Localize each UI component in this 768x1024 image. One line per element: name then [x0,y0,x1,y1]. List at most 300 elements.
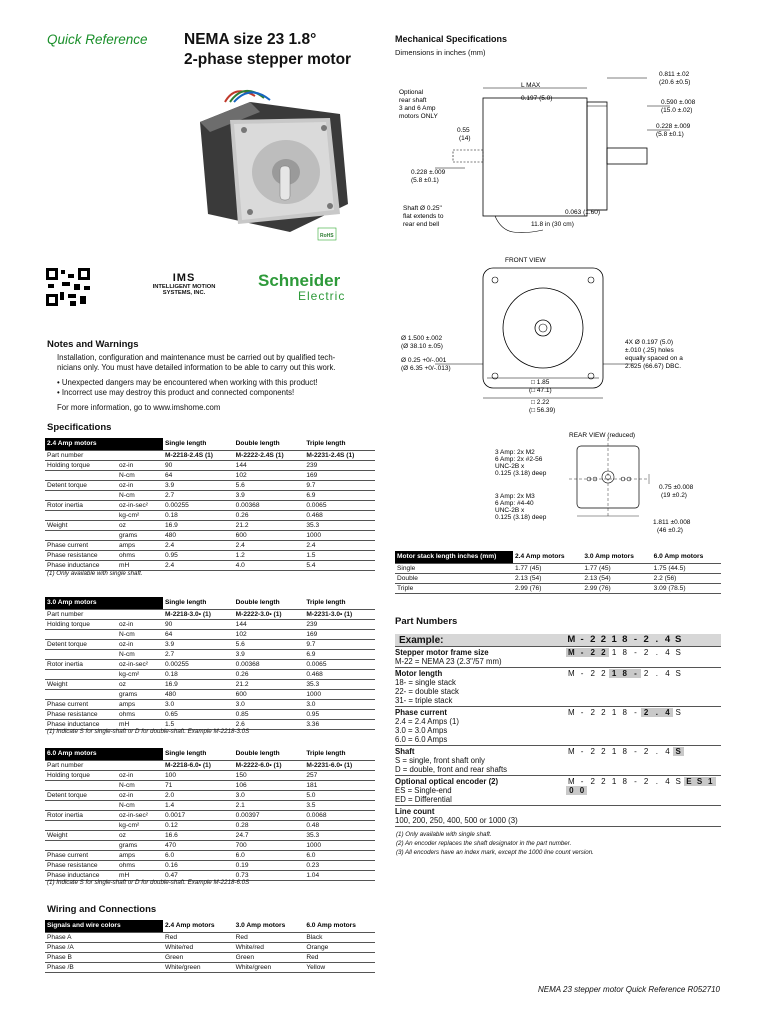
table-row [395,563,721,573]
table-row [45,510,375,520]
table-cell: 1.4 [163,800,234,810]
pn-code-char: - [634,708,637,717]
table-row [45,560,375,570]
table-cell: 150 [234,770,305,780]
table-title-cell: 6.0 Amp motors [45,748,163,760]
table-row [45,780,375,790]
pn-current-3: 6.0 = 6.0 Amps [395,735,448,744]
table-cell [45,530,117,540]
table-cell: 6.0 [304,850,375,860]
table-cell: Phase /A [45,942,163,952]
table-row [45,609,375,619]
table-row [45,450,375,460]
column-header-triple: Triple length [304,748,375,760]
table-cell: ohms [117,860,163,870]
pn-code-char: 2 [601,747,606,756]
column-header: 2.4 Amp motors [163,920,234,932]
pn-code-char: 8 [622,747,627,756]
column-header: Signals and wire colors [45,920,163,932]
table-cell: Detent torque [45,480,117,490]
table-row [45,709,375,719]
pn-code-char: 8 [622,648,627,657]
pn-code-char: 2 [590,634,596,645]
holes-note-2: ±.010 (.25) holes [625,347,674,354]
dim-185-mm: (□ 47.1) [529,387,552,394]
table-row [45,540,375,550]
spec-table-3-0-amp [45,597,375,730]
table-cell: 0.468 [304,669,375,679]
table-row [45,860,375,870]
pn-code-char: 4 [664,634,671,645]
table-cell: Rotor inertia [45,659,117,669]
pn-length-title: Motor length [395,669,443,678]
motor-photo [190,84,360,244]
pn-code-char: . [655,669,658,678]
table-cell: 3.9 [163,480,234,490]
table-cell: oz-in [117,770,163,780]
table-row [45,810,375,820]
table-cell: 3.0 [163,699,234,709]
mechanical-title: Mechanical Specifications [395,34,508,44]
m2-note-2: 6 Amp: 2x #2-56 [495,456,543,463]
table-header-row [45,438,375,450]
table-cell: 0.65 [163,709,234,719]
notes-paragraph-1: Installation, configuration and maintenance must be carried out by qualified tech- [57,353,336,362]
table-cell: White/green [163,962,234,972]
m3-note-4: 0.125 (3.18) deep [495,514,547,521]
pn-code-char: - [580,669,584,678]
shaft-note-3: rear end bell [403,221,440,228]
dim-0590: 0.590 ±.008 [661,99,696,106]
ims-logo [134,272,234,306]
pn-code-char: 2 [590,708,595,717]
table-cell: 2.1 [234,800,305,810]
dim-075-mm: (19 ±0.2) [661,492,687,499]
dim-025: Ø 0.25 +0/-.001 [401,357,447,364]
pn-code-char: 1 [611,747,617,756]
dim-185: □ 1.85 [531,379,550,386]
table-cell: 257 [304,770,375,780]
pn-length-code [566,669,684,678]
table-cell: 2.4 [234,540,305,550]
dim-0811: 0.811 ±.02 [659,71,690,78]
pn-code-char: - [630,669,641,678]
table-cell: 0.0068 [304,810,375,820]
table-cell: N-cm [117,629,163,639]
table-cell: ohms [117,550,163,560]
pn-code-char: 2 [643,747,649,756]
table-cell: 0.468 [304,510,375,520]
table-cell: 1000 [304,689,375,699]
pn-code-char: 1 [611,634,617,645]
dim-0197: 0.197 (5.0) [521,95,553,102]
column-header-triple: Triple length [304,597,375,609]
table-cell: 16.9 [163,679,234,689]
table-row [45,952,375,962]
table-cell: grams [117,840,163,850]
notes-bullet-2: • Incorrect use may destroy this product and connected components! [57,388,295,397]
table-cell: 6.9 [304,649,375,659]
pn-code-char: - [580,634,584,645]
pn-code-char: 8 [622,708,627,717]
dim-0063: 0.063 (1.60) [565,209,601,216]
table-cell: 2.4 [163,560,234,570]
table-cell: 2.13 (54) [513,573,582,583]
pn-frame-title: Stepper motor frame size [395,648,489,657]
table-cell: 0.18 [163,669,234,679]
spec-table-2-4-amp [45,438,375,571]
table-cell: Red [163,932,234,942]
pn-current-title: Phase current [395,708,448,717]
table-cell [45,470,117,480]
table-cell: M-2222-3.0• (1) [234,609,305,619]
table-cell: N-cm [117,649,163,659]
column-header: 3.0 Amp motors [582,551,651,563]
table-cell: Triple [395,583,513,593]
table-cell: oz-in-sec² [117,659,163,669]
column-header-triple: Triple length [304,438,375,450]
pn-code-char: - [634,777,637,786]
table-cell: Phase /B [45,962,163,972]
table-cell: N-cm [117,490,163,500]
pn-encoder-char: S [694,777,705,786]
table-cell: 0.00368 [234,659,305,669]
table-row [45,840,375,850]
table-cell: 102 [234,470,305,480]
table-row [45,639,375,649]
schneider-logo-line2: Electric [298,289,346,303]
table-cell: 0.18 [163,510,234,520]
table-row [45,830,375,840]
table-row [45,760,375,770]
table-cell: 106 [234,780,305,790]
table-cell: 1.77 (45) [582,563,651,573]
table-cell: 600 [234,689,305,699]
table-row [45,530,375,540]
pn-shaft-code [566,747,684,756]
table-cell [45,689,117,699]
dim-0228-left-mm: (5.8 ±0.1) [411,177,439,184]
column-header: 6.0 Amp motors [304,920,375,932]
table-cell [117,609,163,619]
m2-note-4: 0.125 (3.18) deep [495,470,547,477]
table-cell: 64 [163,629,234,639]
table-cell: Phase B [45,952,163,962]
pn-code-char: 8 [619,669,630,678]
column-header-double: Double length [234,748,305,760]
table-cell: grams [117,689,163,699]
table-cell: 1000 [304,840,375,850]
pn-code-char: . [655,777,658,786]
table-row [45,619,375,629]
table-cell: Rotor inertia [45,500,117,510]
part-numbers-title: Part Numbers [395,616,458,627]
table-cell: 1.5 [163,719,234,729]
table-cell: 0.16 [163,860,234,870]
table-cell: 3.9 [234,490,305,500]
table-cell: 100 [163,770,234,780]
column-header: Motor stack length inches (mm) [395,551,513,563]
pn-code-char: S [673,747,684,756]
pn-code-char: M [568,669,575,678]
table-cell: mH [117,719,163,729]
pn-note-1: (1) Only available with single shaft. [396,831,492,838]
m2-note-1: 3 Amp: 2x M2 [495,449,535,456]
table-row [45,699,375,709]
table-cell: 2.7 [163,490,234,500]
holes-note-4: 2.625 (66.67) DBC. [625,363,682,370]
table-cell [117,450,163,460]
table-cell: 0.23 [304,860,375,870]
table-row [45,550,375,560]
rohs-mark: RoHS [320,233,334,239]
table-cell: oz-in [117,790,163,800]
dim-222: □ 2.22 [531,399,550,406]
table-cell: Phase A [45,932,163,942]
table-cell [45,780,117,790]
pn-encoder-title: Optional optical encoder (2) [395,777,499,786]
table-cell: Black [304,932,375,942]
table-cell: Orange [304,942,375,952]
optional-shaft-1: Optional [399,89,424,96]
table-cell: 1.04 [304,870,375,880]
table-cell: 90 [163,619,234,629]
table-cell [117,760,163,770]
table-row [45,659,375,669]
pn-frame-desc: M-22 = NEMA 23 (2.3"/57 mm) [395,657,502,666]
pn-encoder-char: 0 [566,786,577,795]
table-cell: Phase resistance [45,709,117,719]
table-row [45,500,375,510]
table-cell: 2.7 [163,649,234,659]
pn-encoder-char: E [684,777,695,786]
table-cell: 1.2 [234,550,305,560]
table-cell: 0.12 [163,820,234,830]
pn-code-char: 2 [643,777,649,786]
table-cell: kg-cm² [117,820,163,830]
pn-code-char: 4 [665,747,670,756]
pn-code-char: 8 [622,777,627,786]
table-row [45,820,375,830]
pn-code-char: 2 [643,634,649,645]
pn-linecount-row [395,807,721,827]
table-cell: 0.00397 [234,810,305,820]
pn-code-char: . [655,634,659,645]
table-cell: 0.0065 [304,659,375,669]
table-cell [45,800,117,810]
pn-code-char: 8 [622,634,628,645]
table-row [45,490,375,500]
table-row [45,520,375,530]
pn-encoder-char: 0 [577,786,588,795]
pn-note-2: (2) An encoder replaces the shaft designator in the part number. [396,840,572,847]
pn-code-char: S [675,777,681,786]
table-cell: 1.5 [304,550,375,560]
dim-0228-right: 0.228 ±.009 [656,123,691,130]
table-cell: 21.2 [234,679,305,689]
column-header-double: Double length [234,597,305,609]
table-cell: 16.9 [163,520,234,530]
pn-code-char: - [580,708,584,717]
table-cell: M-2218-6.0• (1) [163,760,234,770]
side-view-drawing [395,58,725,238]
pn-code-char: 1 [611,777,617,786]
table-cell: 239 [304,619,375,629]
table-cell: 169 [304,470,375,480]
pn-code-char: M [568,708,575,717]
spec-3-0-note: (1) Indicate S for single-shaft or D for double-shaft. Example M-2218-3.0S [47,728,250,735]
table-cell: oz [117,520,163,530]
table-cell: M-2231-6.0• (1) [304,760,375,770]
table-row [45,649,375,659]
table-cell: oz-in [117,639,163,649]
table-cell: 2.4 [163,540,234,550]
table-cell: Phase current [45,699,117,709]
pn-code-char: - [634,747,637,756]
qr-code-icon [46,268,90,306]
table-cell: Phase inductance [45,870,117,880]
ims-logo-line2: INTELLIGENT MOTION [152,284,216,290]
dim-055-mm: (14) [459,135,471,142]
pn-code-char: - [580,777,584,786]
table-row [395,573,721,583]
table-cell: 0.85 [234,709,305,719]
table-row [395,583,721,593]
table-header-row [45,597,375,609]
notes-and-warnings [47,340,377,413]
table-cell: 5.4 [304,560,375,570]
table-cell: 102 [234,629,305,639]
table-cell: White/red [234,942,305,952]
table-cell: amps [117,699,163,709]
table-cell: 470 [163,840,234,850]
table-cell: 0.0065 [304,500,375,510]
quick-reference-label: Quick Reference [47,32,148,47]
table-cell: M-2231-3.0• (1) [304,609,375,619]
table-cell [45,490,117,500]
pn-shaft-row [395,747,721,776]
table-cell: oz-in [117,480,163,490]
table-cell: Weight [45,679,117,689]
pn-code-char: 2 [590,669,595,678]
ims-logo-mark: IMS [172,272,196,284]
pn-code-char: - [634,648,637,657]
table-cell: Phase current [45,540,117,550]
table-cell: 1.77 (45) [513,563,582,573]
holes-note-3: equally spaced on a [625,355,683,362]
front-view-label: FRONT VIEW [505,257,546,264]
column-header: 2.4 Amp motors [513,551,582,563]
table-cell: Holding torque [45,460,117,470]
table-cell: 24.7 [234,830,305,840]
table-row [45,689,375,699]
table-cell: 2.13 (54) [582,573,651,583]
notes-bullet-1: • Unexpected dangers may be encountered when working with this product! [57,378,318,387]
pn-code-char: S [675,648,681,657]
front-view-drawing [395,254,725,414]
title-line-2: 2-phase stepper motor [184,51,352,68]
pn-encoder-2: ED = Differential [395,795,452,804]
pn-code-char: 2 [601,708,606,717]
pn-linecount-1: 100, 200, 250, 400, 500 or 1000 (3) [395,816,518,825]
table-row [45,460,375,470]
table-header-row [395,551,721,563]
pn-encoder-1: ES = Single-end [395,786,452,795]
pn-shaft-1: S = single, front shaft only [395,756,485,765]
table-cell: 35.3 [304,679,375,689]
table-cell: Holding torque [45,770,117,780]
table-cell: amps [117,540,163,550]
dim-0228-left: 0.228 ±.009 [411,169,446,176]
table-cell: Weight [45,520,117,530]
optional-shaft-3: 3 and 6 Amp [399,105,436,112]
table-row [45,790,375,800]
table-cell: 144 [234,460,305,470]
table-cell: White/red [163,942,234,952]
pn-code-char: M [567,634,576,645]
m3-note-3: UNC-2B x [495,507,525,514]
pn-linecount-title: Line count [395,807,435,816]
table-cell: 0.47 [163,870,234,880]
pn-code-char: M [568,747,575,756]
schneider-logo [258,272,374,308]
pn-code-char: 4 [665,648,670,657]
table-cell [45,669,117,679]
table-cell: Weight [45,830,117,840]
table-cell: 9.7 [304,639,375,649]
optional-shaft-2: rear shaft [399,97,427,104]
table-cell: 0.00255 [163,659,234,669]
m3-note-2: 6 Amp: #4-40 [495,500,534,507]
table-row [45,942,375,952]
dim-1811: 1.811 ±0.008 [653,519,691,526]
dim-222-mm: (□ 56.39) [529,407,556,414]
table-cell [45,629,117,639]
table-cell: 600 [234,530,305,540]
column-header-double: Double length [234,438,305,450]
pn-code-char: - [633,634,638,645]
spec-2-4-note: (1) Only available with single shaft. [47,570,143,577]
column-header-single: Single length [163,438,234,450]
table-cell: 6.9 [304,490,375,500]
table-cell: Detent torque [45,639,117,649]
table-header-row [45,748,375,760]
table-cell: Double [395,573,513,583]
wiring-table [45,920,375,973]
table-cell: Green [234,952,305,962]
table-cell: 3.0 [234,699,305,709]
table-row [45,770,375,780]
pn-code-char: 2 [643,648,649,657]
pn-current-1: 2.4 = 2.4 Amps (1) [395,717,459,726]
pn-example-row [395,634,721,647]
table-cell: 21.2 [234,520,305,530]
spec-table-6-0-amp [45,748,375,881]
table-cell: oz-in [117,619,163,629]
pn-code-char: S [675,669,681,678]
rear-view-label: REAR VIEW (reduced) [569,432,636,439]
table-cell: Single [395,563,513,573]
dim-025-mm: (Ø 6.35 +0/-.013) [401,365,451,372]
table-cell: 2.2 (56) [652,573,721,583]
column-header: 6.0 Amp motors [652,551,721,563]
pn-code-char: 4 [662,708,673,717]
table-cell: M-2218-2.4S (1) [163,450,234,460]
wiring-title: Wiring and Connections [47,904,157,915]
table-cell: 700 [234,840,305,850]
table-cell: 16.6 [163,830,234,840]
table-cell: Part number [45,609,117,619]
